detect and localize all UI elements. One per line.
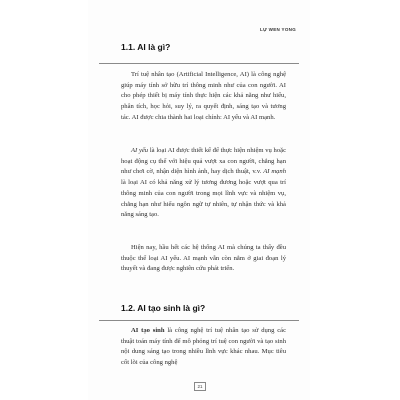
section-title-ai: 1.1. AI là gì?	[121, 42, 171, 52]
section-divider	[99, 320, 299, 321]
term-weak-ai: AI yếu	[131, 147, 149, 154]
running-head: LỰ WEN YONG	[260, 27, 296, 32]
paragraph-weak-strong-ai	[121, 146, 286, 221]
term-generative-ai: AI tạo sinh	[131, 327, 165, 334]
section-divider	[99, 63, 299, 64]
paragraph-current-state	[121, 243, 286, 275]
paragraph-text: Hiện nay, hầu hết các hệ thống AI mà chúng ta thấy đều thuộc thể loại AI yếu. AI mạnh vẫn còn nằm ở giai đoạn lý thuyết và đang được nghiên cứu phát triển.	[121, 244, 286, 273]
term-strong-ai: AI mạnh	[263, 168, 286, 176]
section-title-generative-ai: 1.2. AI tạo sinh là gì?	[121, 303, 206, 313]
paragraph-text: Trí tuệ nhân tạo (Artificial Intelligence, AI) là công nghệ giúp máy tính sở hữu trí thông minh như của con người. AI cho phép thiết bị máy tính thực hiện các khả năng như hiểu, phân tích, học hỏi, suy lý, ra quyết định, sáng tạo và tương tác. AI được chia thành hai loại chính: AI yếu và AI mạnh.	[121, 71, 286, 121]
paragraph-ai-definition	[121, 70, 286, 124]
paragraph-text: là công nghệ trí tuệ nhân tạo sử dụng các thuật toán máy tính để mô phỏng trí tuệ con người và tạo sinh nội dung sáng tạo trong nhiều lĩnh vực khác nhau. Mục tiêu cốt lõi của công nghệ	[121, 327, 286, 367]
paragraph-generative-ai-definition	[121, 326, 286, 369]
paragraph-text: là loại AI được thiết kế để thực hiện nhiệm vụ hoặc hoạt động cụ thể với hiệu quả vượt xa con người, chẳng hạn như chơi cờ, nhận diện hình ảnh, hay dịch thuật, v.v.	[121, 147, 286, 176]
page-number: 21	[194, 382, 206, 391]
paragraph-text: là loại AI có khả năng xử lý tương đương hoặc vượt qua trí thông minh của con người trong mọi lĩnh vực và nhiệm vụ, chẳng hạn như hiểu ngôn ngữ tự nhiên, tự nhận thức và khả năng sáng tạo.	[121, 179, 286, 219]
